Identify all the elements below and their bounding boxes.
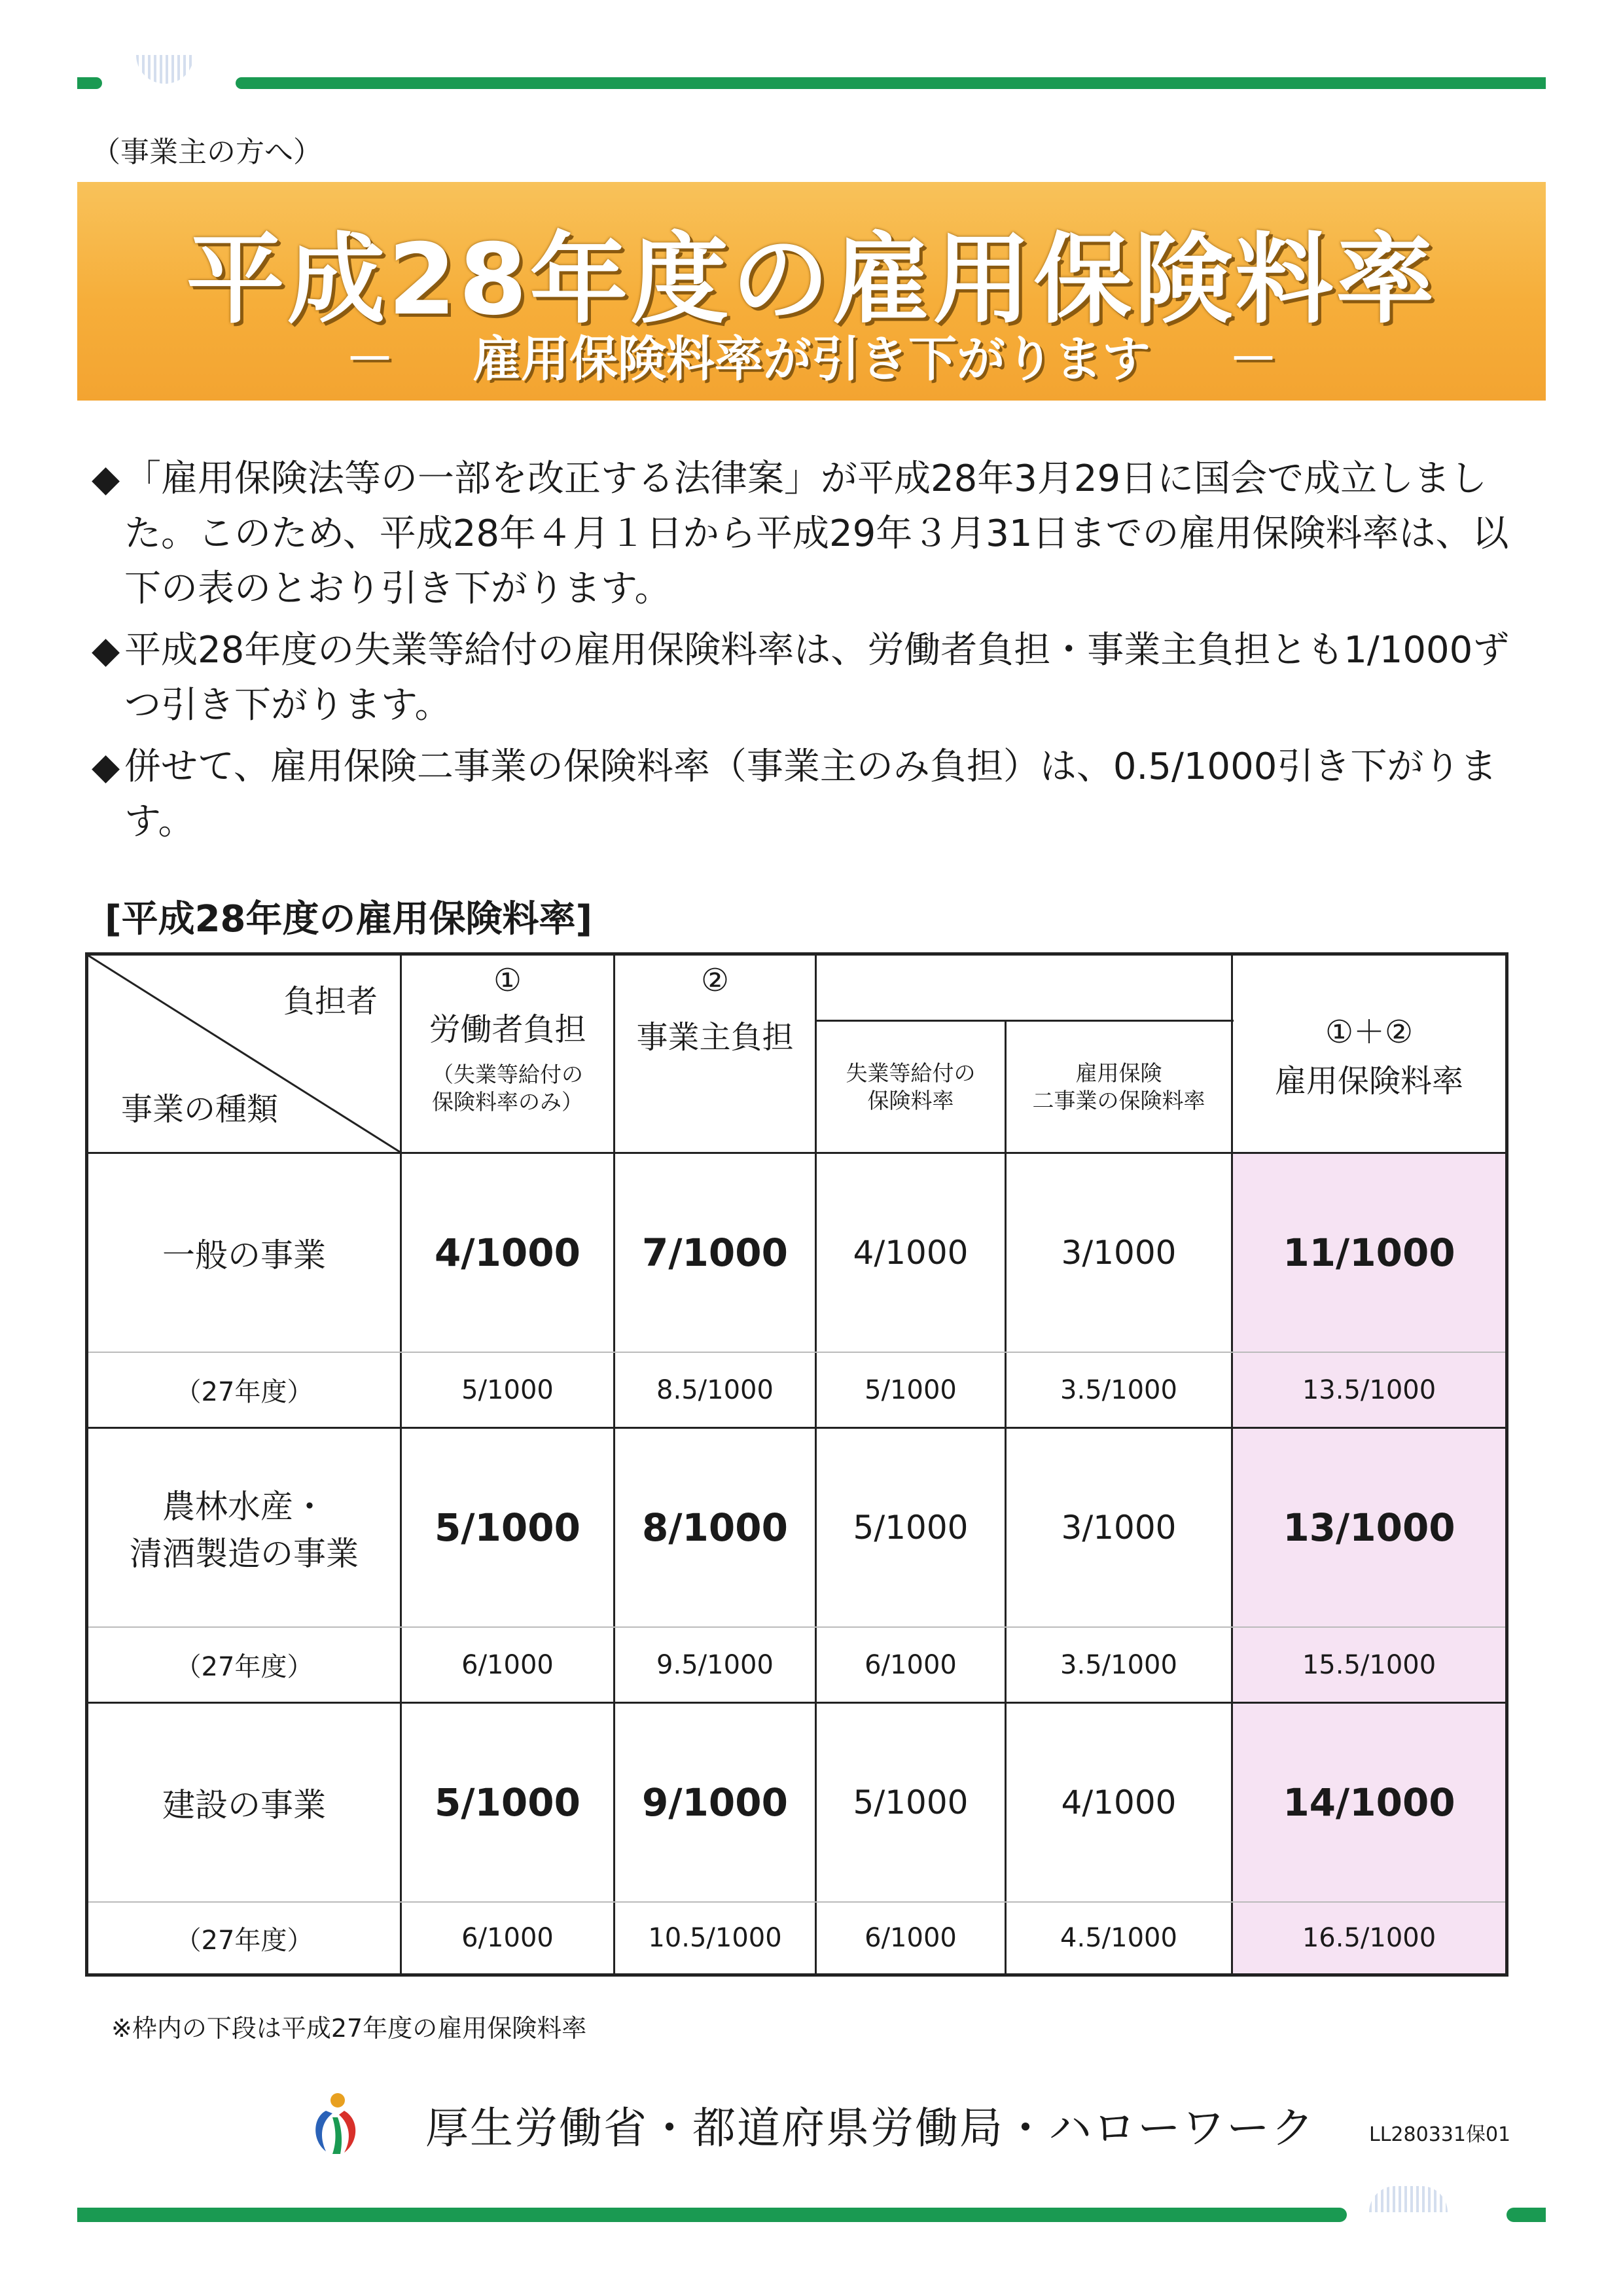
prev-year-label: （27年度） — [175, 1377, 313, 1407]
prev-worker-rate: 6/1000 — [461, 1923, 554, 1953]
bullet-text: 平成28年度の失業等給付の雇用保険料率は、労働者負担・事業主負担とも1/1000ずつ引き下がります。 — [124, 629, 1510, 726]
page-subtitle — [77, 321, 1546, 390]
title-banner — [77, 182, 1546, 401]
diamond-icon: ◆ — [92, 629, 120, 672]
page-title: 平成28年度の雇用保険料率 — [186, 223, 1437, 337]
subtitle-text: 雇用保険料率が引き下がります — [473, 331, 1150, 387]
subtitle-dash-left: － — [346, 331, 394, 387]
top-green-bar — [236, 77, 1546, 89]
row-name: 一般の事業 — [162, 1236, 326, 1274]
two-projects-header: 雇用保険 二事業の保険料率 — [1032, 1060, 1205, 1113]
prev-worker-rate: 6/1000 — [461, 1649, 554, 1680]
employer-rate: 8/1000 — [642, 1505, 788, 1550]
prev-unemployment-rate: 6/1000 — [865, 1649, 957, 1680]
prev-employer-rate: 9.5/1000 — [656, 1649, 774, 1680]
employer-rate: 7/1000 — [642, 1230, 788, 1275]
bottom-green-bar-right — [1507, 2208, 1546, 2222]
prev-unemployment-rate: 5/1000 — [865, 1374, 957, 1405]
worker-rate: 5/1000 — [435, 1780, 580, 1825]
top-green-bar-left — [77, 77, 102, 89]
bullet-item — [92, 452, 1531, 617]
ministry-logo-icon — [306, 2091, 365, 2157]
worker-rate: 5/1000 — [435, 1505, 580, 1550]
audience-label: （事業主の方へ） — [92, 135, 322, 169]
unemployment-rate: 5/1000 — [853, 1509, 969, 1547]
employer-rate: 9/1000 — [642, 1780, 788, 1825]
unemployment-rate: 5/1000 — [853, 1784, 969, 1821]
total-rate: 14/1000 — [1283, 1780, 1455, 1825]
top-dot-ornament — [136, 55, 194, 84]
total-rate: 13/1000 — [1283, 1505, 1455, 1550]
prev-worker-rate: 5/1000 — [461, 1374, 554, 1405]
bullet-item — [92, 623, 1531, 733]
bottom-dot-ornament — [1369, 2186, 1448, 2212]
bottom-green-bar — [77, 2208, 1347, 2222]
worker-header: ① 労働者負担 （失業等給付の 保険料率のみ） — [429, 962, 586, 1115]
diamond-icon: ◆ — [92, 457, 120, 500]
prev-total-rate: 16.5/1000 — [1302, 1923, 1436, 1953]
prev-two-projects-rate: 4.5/1000 — [1060, 1923, 1177, 1953]
footer-organization: 厚生労働省・都道府県労働局・ハローワーク — [425, 2103, 1315, 2153]
subtitle-dash-right: － — [1229, 331, 1277, 387]
rate-table — [85, 952, 1508, 1977]
prev-year-label: （27年度） — [175, 1652, 313, 1682]
diamond-icon: ◆ — [92, 745, 120, 788]
bullet-text: 「雇用保険法等の一部を改正する法律案」が平成28年3月29日に国会で成立しました。このため、平成28年４月１日から平成29年３月31日までの雇用保険料率は、以下の表のとおり引き下がります。 — [124, 457, 1509, 610]
type-label: 事業の種類 — [120, 1090, 278, 1128]
row-name: 建設の事業 — [162, 1786, 326, 1824]
two-projects-rate: 3/1000 — [1061, 1509, 1177, 1547]
prev-employer-rate: 8.5/1000 — [656, 1374, 774, 1405]
document-code: LL280331保01 — [1369, 2123, 1511, 2146]
row-name: 農林水産・ 清酒製造の事業 — [130, 1488, 359, 1573]
table-title: [平成28年度の雇用保険料率] — [105, 898, 593, 941]
bullet-list — [92, 452, 1531, 856]
prev-two-projects-rate: 3.5/1000 — [1060, 1374, 1177, 1405]
burden-label: 負担者 — [283, 982, 378, 1020]
unemployment-header: 失業等給付の 保険料率 — [846, 1060, 976, 1113]
table-note: ※枠内の下段は平成27年度の雇用保険料率 — [111, 2014, 587, 2043]
prev-unemployment-rate: 6/1000 — [865, 1923, 957, 1953]
prev-total-rate: 13.5/1000 — [1302, 1374, 1436, 1405]
prev-employer-rate: 10.5/1000 — [648, 1923, 782, 1953]
prev-total-rate: 15.5/1000 — [1302, 1649, 1436, 1680]
two-projects-rate: 4/1000 — [1061, 1784, 1177, 1821]
total-header: ①＋② 雇用保険料率 — [1274, 1014, 1463, 1100]
bullet-text: 併せて、雇用保険二事業の保険料率（事業主のみ負担）は、0.5/1000引き下がります。 — [124, 745, 1497, 843]
prev-year-label: （27年度） — [175, 1925, 313, 1956]
unemployment-rate: 4/1000 — [853, 1234, 969, 1272]
worker-rate: 4/1000 — [435, 1230, 580, 1275]
bullet-item — [92, 740, 1531, 850]
two-projects-rate: 3/1000 — [1061, 1234, 1177, 1272]
total-rate: 11/1000 — [1283, 1230, 1455, 1275]
prev-two-projects-rate: 3.5/1000 — [1060, 1649, 1177, 1680]
employer-header: ② 事業主負担 — [636, 962, 794, 1056]
